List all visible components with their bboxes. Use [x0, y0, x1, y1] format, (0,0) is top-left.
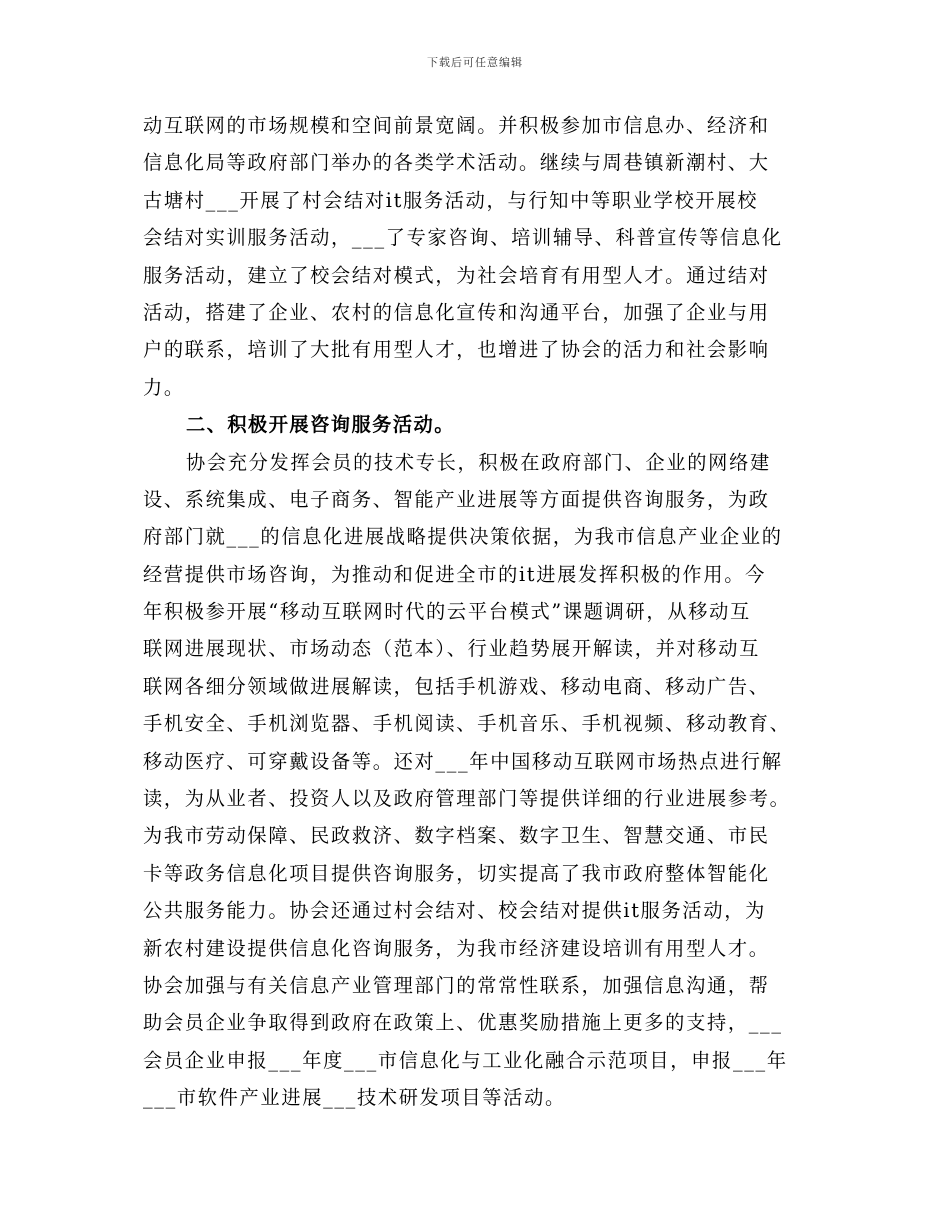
paragraph-line: ___市软件产业进展___技术研发项目等活动。: [143, 1086, 566, 1110]
paragraph-line: 卡等政务信息化项目提供咨询服务，切实提高了我市政府整体智能化: [143, 861, 770, 885]
paragraph-line: 读，为从业者、投资人以及政府管理部门等提供详细的行业进展参考。: [143, 787, 791, 811]
paragraph-line: 手机安全、手机浏览器、手机阅读、手机音乐、手机视频、移动教育、: [143, 712, 791, 736]
paragraph-line: 户的联系，培训了大批有用型人才，也增进了协会的活力和社会影响: [143, 338, 770, 362]
paragraph-line: 设、系统集成、电子商务、智能产业进展等方面提供咨询服务，为政: [143, 487, 770, 511]
paragraph-line: 活动，搭建了企业、农村的信息化宣传和沟通平台，加强了企业与用: [143, 300, 770, 324]
paragraph-line: 联网进展现状、市场动态（范本）、行业趋势展开解读，并对移动互: [143, 637, 761, 661]
paragraph-line: 会员企业申报___年度___市信息化与工业化融合示范项目，申报___年: [143, 1048, 788, 1072]
paragraph-line: 会结对实训服务活动，___了专家咨询、培训辅导、科普宣传等信息化: [143, 226, 783, 250]
paragraph-line: 助会员企业争取得到政府在政策上、优惠奖励措施上更多的支持，___: [143, 1011, 783, 1035]
paragraph-line: 古塘村___开展了村会结对it服务活动，与行知中等职业学校开展校: [143, 188, 759, 212]
paragraph-line: 公共服务能力。协会还通过村会结对、校会结对提供it服务活动，为: [143, 899, 766, 923]
paragraph-line: 年积极参开展“移动互联网时代的云平台模式”课题调研，从移动互: [143, 600, 751, 624]
document-body: [143, 107, 833, 1117]
paragraph-line: 服务活动，建立了校会结对模式，为社会培育有用型人才。通过结对: [143, 263, 770, 287]
paragraph-line: 联网各细分领域做进展解读，包括手机游戏、移动电商、移动广告、: [143, 674, 770, 698]
paragraph-line: 新农村建设提供信息化咨询服务，为我市经济建设培训有用型人才。: [143, 936, 770, 960]
section-heading: 二、积极开展咨询服务活动。: [186, 413, 455, 437]
page-header-note: 下载后可任意编辑: [427, 56, 523, 69]
paragraph-line: 信息化局等政府部门举办的各类学术活动。继续与周巷镇新潮村、大: [143, 151, 770, 175]
paragraph-line: 协会加强与有关信息产业管理部门的常常性联系，加强信息沟通，帮: [143, 973, 770, 997]
paragraph-line: 为我市劳动保障、民政救济、数字档案、数字卫生、智慧交通、市民: [143, 824, 770, 848]
paragraph-line: 府部门就___的信息化进展战略提供决策依据，为我市信息产业企业的: [143, 525, 783, 549]
paragraph-line: 移动医疗、可穿戴设备等。还对___年中国移动互联网市场热点进行解: [143, 749, 783, 773]
paragraph-line: 动互联网的市场规模和空间前景宽阔。并积极参加市信息办、经济和: [143, 114, 770, 137]
paragraph-line: 经营提供市场咨询，为推动和促进全市的it进展发挥积极的作用。今: [143, 562, 766, 586]
paragraph-line: 协会充分发挥会员的技术专长，积极在政府部门、企业的网络建: [186, 450, 771, 474]
paragraph-line: 力。: [143, 375, 185, 399]
